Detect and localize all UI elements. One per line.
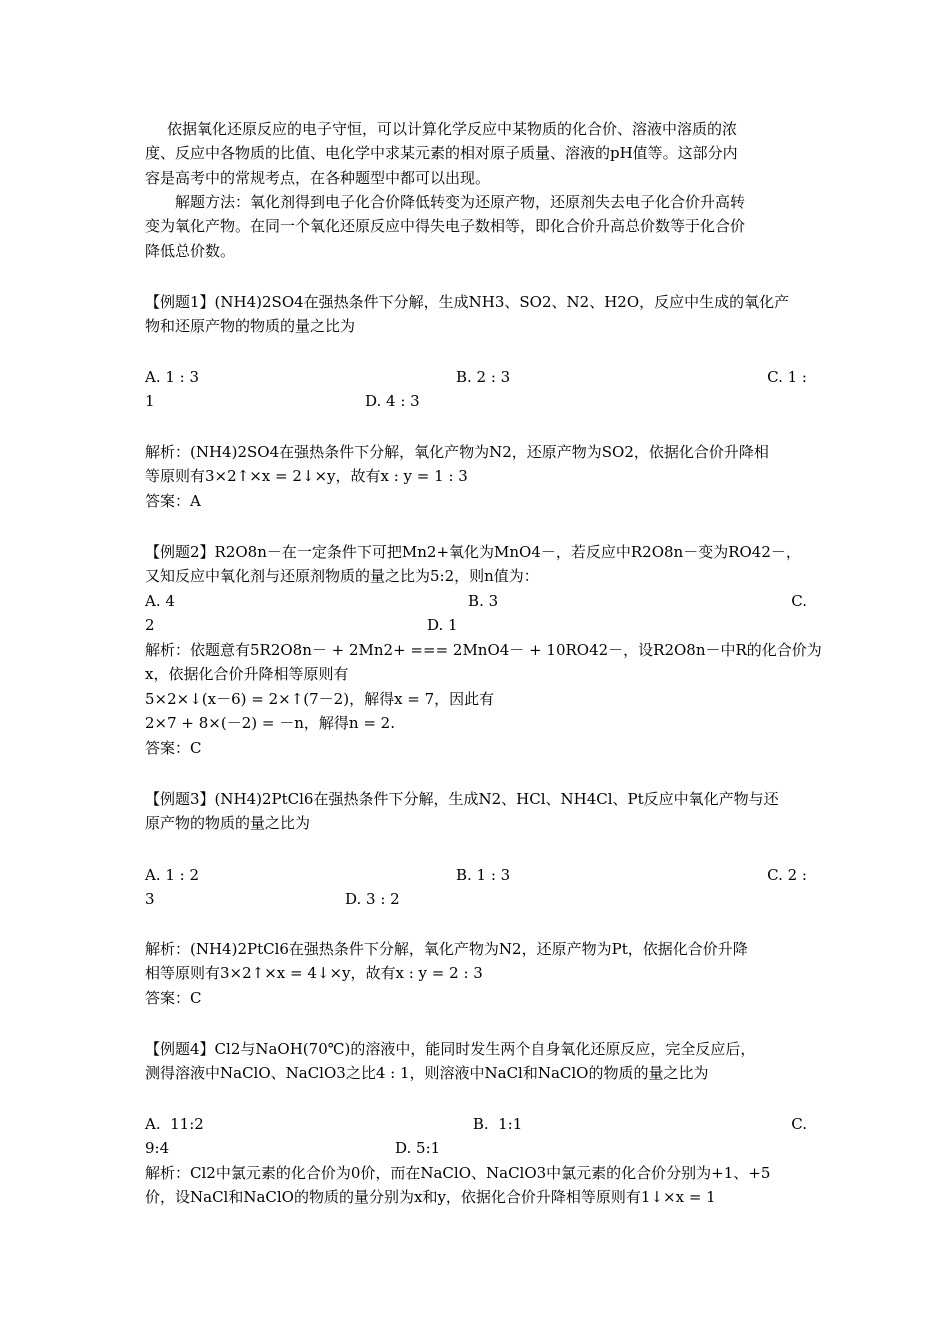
option-c-continued: 9:4 xyxy=(145,1139,170,1158)
text-line: 降低总价数。 xyxy=(145,241,236,260)
text-line: 原产物的物质的量之比为 xyxy=(145,814,311,833)
text-line: 5×2×↓(x－6) = 2×↑(7－2)，解得x = 7，因此有 xyxy=(145,689,495,708)
example-1-solution xyxy=(145,440,807,513)
text-line: x，依据化合价升降相等原则有 xyxy=(145,665,349,684)
option-c: C. xyxy=(791,592,807,610)
text-line: 变为氧化产物。在同一个氧化还原反应中得失电子数相等，即化合价升高总价数等于化合价 xyxy=(145,217,746,236)
text-line: 2×7 + 8×(－2) = －n，解得n = 2. xyxy=(145,714,395,733)
answer: 答案：C xyxy=(145,988,202,1007)
example-4-solution xyxy=(145,1161,807,1210)
example-1-question xyxy=(145,290,807,339)
text-line: 测得溶液中NaClO、NaClO3之比4 : 1，则溶液中NaCl和NaClO的物质的量之比为 xyxy=(145,1064,709,1083)
text-line: 【例题2】R2O8n－在一定条件下可把Mn2+氧化为MnO4－，若反应中R2O8n－变为RO42－， xyxy=(145,543,801,561)
text-line: 等原则有3×2↑×x = 2↓×y，故有x : y = 1 : 3 xyxy=(145,467,468,486)
option-b: B. 3 xyxy=(468,592,499,610)
text-line: 物和还原产物的物质的量之比为 xyxy=(145,317,356,336)
option-d: D. 4 : 3 xyxy=(365,392,420,411)
example-3-solution xyxy=(145,937,807,1010)
example-2-solution xyxy=(145,638,822,760)
option-a: A. 11:2 xyxy=(145,1115,204,1133)
example-4-options xyxy=(145,1112,807,1161)
option-c-continued: 2 xyxy=(145,616,155,635)
text-line: 相等原则有3×2↑×x = 4↓×y，故有x : y = 2 : 3 xyxy=(145,964,483,983)
text-line: 价，设NaCl和NaClO的物质的量分别为x和y，依据化合价升降相等原则有1↓×x = 1 xyxy=(145,1188,716,1207)
text-line: 容是高考中的常规考点，在各种题型中都可以出现。 xyxy=(145,168,491,187)
option-a: A. 1 : 2 xyxy=(145,866,200,884)
text-line: 度、反应中各物质的比值、电化学中求某元素的相对原子质量、溶液的pH值等。这部分内 xyxy=(145,144,738,163)
option-c-continued: 3 xyxy=(145,890,155,909)
text-line: 依据氧化还原反应的电子守恒，可以计算化学反应中某物质的化合价、溶液中溶质的浓 xyxy=(167,120,738,138)
text-line: 【例题4】Cl2与NaOH(70℃)的溶液中，能同时发生两个自身氧化还原反应，完全反应后， xyxy=(145,1040,756,1058)
text-line: 又知反应中氧化剂与还原剂物质的量之比为5:2，则n值为： xyxy=(145,567,539,586)
example-2-options xyxy=(145,589,807,638)
option-a: A. 4 xyxy=(145,592,175,610)
option-a: A. 1 : 3 xyxy=(145,368,200,386)
example-4-question xyxy=(145,1037,807,1086)
text-line: 【例题3】(NH4)2PtCl6在强热条件下分解，生成N2、HCl、NH4Cl、Pt反应中氧化产物与还 xyxy=(145,790,779,808)
option-c: C. xyxy=(791,1115,807,1133)
text-line: 【例题1】(NH4)2SO4在强热条件下分解，生成NH3、SO2、N2、H2O，反应中生成的氧化产 xyxy=(145,293,790,311)
text-line: 解析：(NH4)2PtCl6在强热条件下分解，氧化产物为N2，还原产物为Pt，依据化合价升降 xyxy=(145,940,748,958)
example-2-question xyxy=(145,540,807,589)
text-line: 解析：Cl2中氯元素的化合价为0价，而在NaClO、NaClO3中氯元素的化合价分别为+1、+5 xyxy=(145,1164,771,1182)
intro-paragraph-2 xyxy=(145,190,807,263)
text-line: 解题方法：氧化剂得到电子化合价降低转变为还原产物，还原剂失去电子化合价升高转 xyxy=(175,193,746,211)
option-c: C. 1 : xyxy=(767,368,807,386)
text-line: 解析：(NH4)2SO4在强热条件下分解，氧化产物为N2，还原产物为SO2，依据化合价升降相 xyxy=(145,443,769,461)
option-d: D. 5:1 xyxy=(395,1139,441,1158)
answer: 答案：A xyxy=(145,491,201,510)
option-d: D. 1 xyxy=(427,616,458,635)
option-b: B. 1 : 3 xyxy=(455,866,511,884)
answer: 答案：C xyxy=(145,738,202,757)
intro-paragraph-1 xyxy=(145,117,807,190)
option-c-continued: 1 xyxy=(145,392,155,411)
option-b: B. 2 : 3 xyxy=(455,368,511,386)
example-3-options xyxy=(145,863,807,912)
option-c: C. 2 : xyxy=(767,866,807,884)
text-line: 解析：依题意有5R2O8n－ + 2Mn2+ === 2MnO4－ + 10RO42－，设R2O8n－中R的化合价为 xyxy=(145,641,822,659)
example-1-options xyxy=(145,365,807,414)
example-3-question xyxy=(145,787,807,836)
option-d: D. 3 : 2 xyxy=(345,890,400,909)
option-b: B. 1:1 xyxy=(472,1115,523,1133)
